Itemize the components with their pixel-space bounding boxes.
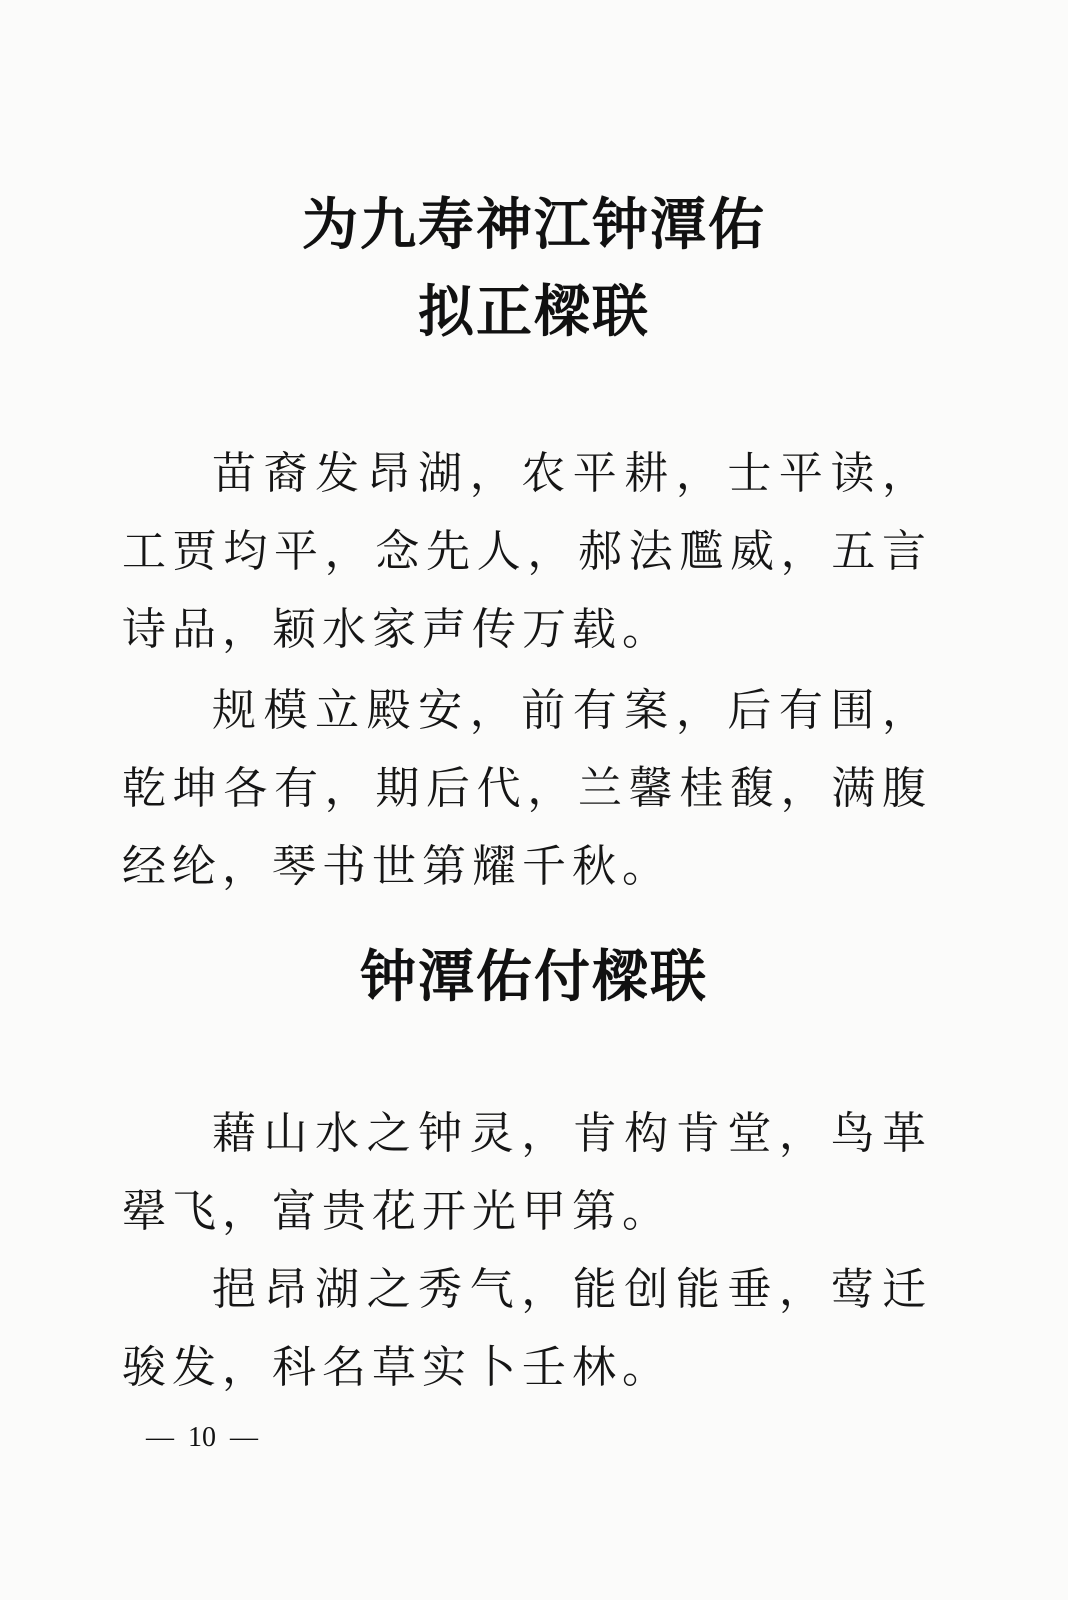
section2-paragraph-1: 藉山水之钟灵，肯构肯堂，鸟革翚飞，富贵花开光甲第。 [122,1108,932,1237]
section2-paragraph-2: 挹昂湖之秀气，能创能垂，莺迁骏发，科名草实卜壬林。 [122,1264,932,1393]
section1-paragraph-1: 苗裔发昂湖，农平耕，士平读，工贾均平，念先人，郝法尶威，五言诗品，颖水家声传万载。 [122,448,932,655]
section1-title-line1: 为九寿神江钟潭佑 [302,193,766,258]
section1-paragraph-2: 规模立殿安，前有案，后有围，乾坤各有，期后代，兰馨桂馥，满腹经纶，琴书世第耀千秋。 [122,685,932,892]
page-number: — 10 — [146,1422,258,1453]
section2-title: 钟潭佑付樑联 [360,945,708,1010]
section1-title-line2: 拟正樑联 [418,280,650,345]
